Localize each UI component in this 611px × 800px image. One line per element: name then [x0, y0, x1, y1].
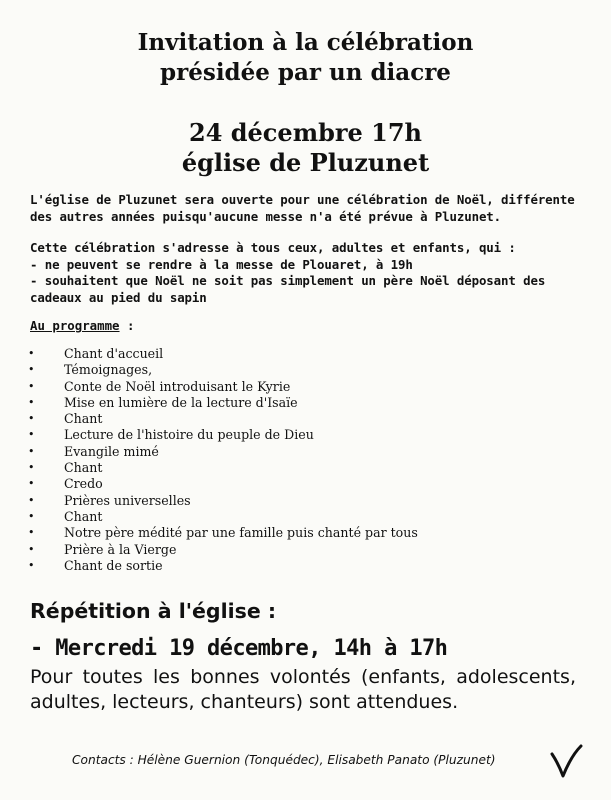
program-item-label: Chant — [64, 508, 103, 524]
intro-paragraph: L'église de Pluzunet sera ouverte pour une célébration de Noël, différente des autres années puisqu'aucune messe n'a été prévue à Pluzunet. — [30, 192, 575, 224]
list-item — [28, 379, 418, 395]
list-item — [28, 444, 418, 460]
bullet-icon: • — [28, 509, 35, 523]
list-item — [28, 476, 418, 492]
bullet-icon: • — [28, 493, 35, 507]
list-item — [28, 493, 418, 509]
program-item-label: Mise en lumière de la lecture d'Isaïe — [64, 394, 298, 410]
handwritten-check-mark — [548, 744, 584, 780]
program-item-label: Chant de sortie — [64, 557, 163, 573]
list-item — [28, 525, 418, 541]
program-item-label: Témoignages, — [64, 362, 153, 378]
bullet-icon: • — [28, 428, 35, 442]
program-item-label: Prière à la Vierge — [64, 541, 177, 557]
program-heading-label: Au programme — [30, 318, 120, 333]
bullet-icon: • — [28, 347, 35, 360]
list-item — [28, 509, 418, 525]
program-item-label: Notre père médité par une famille puis chanté par tous — [64, 525, 418, 541]
list-item — [28, 427, 418, 443]
list-item — [28, 346, 418, 362]
list-item — [28, 460, 418, 476]
bullet-icon: • — [28, 542, 35, 556]
bullet-icon: • — [28, 558, 35, 572]
program-heading — [30, 318, 134, 334]
bullet-icon: • — [28, 395, 35, 409]
audience-paragraph: Cette célébration s'adresse à tous ceux, adultes et enfants, qui : - ne peuvent se rendre à la messe de Plouaret, à 19h - souhaitent que Noël ne soit pas simplement un père Noël déposant des cadeaux au pied du sapin — [30, 240, 546, 305]
program-item-label: Evangile mimé — [64, 443, 159, 459]
title-line-2: présidée par un diacre — [160, 59, 451, 86]
bullet-icon: • — [28, 444, 35, 458]
program-item-label: Credo — [64, 476, 103, 492]
rehearsal-text: Pour toutes les bonnes volontés (enfants, adolescents, adultes, lecteurs, chanteurs) sont attendues. — [30, 666, 576, 713]
bullet-icon: • — [28, 477, 35, 491]
program-item-label: Prières universelles — [64, 492, 191, 508]
program-heading-colon: : — [119, 318, 135, 333]
list-item — [28, 558, 418, 574]
rehearsal-date: - Mercredi 19 décembre, 14h à 17h — [30, 636, 448, 661]
bullet-icon: • — [28, 379, 35, 393]
program-item-label: Chant — [64, 411, 103, 427]
list-item — [28, 362, 418, 378]
program-item-label: Conte de Noël introduisant le Kyrie — [64, 378, 291, 394]
list-item — [28, 395, 418, 411]
rehearsal-title: Répétition à l'église : — [30, 599, 277, 623]
program-list — [28, 346, 418, 574]
program-item-label: Lecture de l'histoire du peuple de Dieu — [64, 427, 314, 443]
event-place: église de Pluzunet — [181, 148, 430, 177]
bullet-icon: • — [28, 461, 35, 475]
bullet-icon: • — [28, 412, 35, 426]
list-item — [28, 542, 418, 558]
bullet-icon: • — [28, 526, 35, 540]
contacts-line: Contacts : Hélène Guernion (Tonquédec), Elisabeth Panato (Pluzunet) — [72, 753, 496, 767]
list-item — [28, 411, 418, 427]
bullet-icon: • — [28, 363, 35, 377]
title-line-1: Invitation à la célébration — [137, 29, 474, 56]
program-item-label: Chant d'accueil — [64, 346, 164, 361]
event-date: 24 décembre 17h — [189, 118, 422, 147]
program-item-label: Chant — [64, 460, 103, 476]
